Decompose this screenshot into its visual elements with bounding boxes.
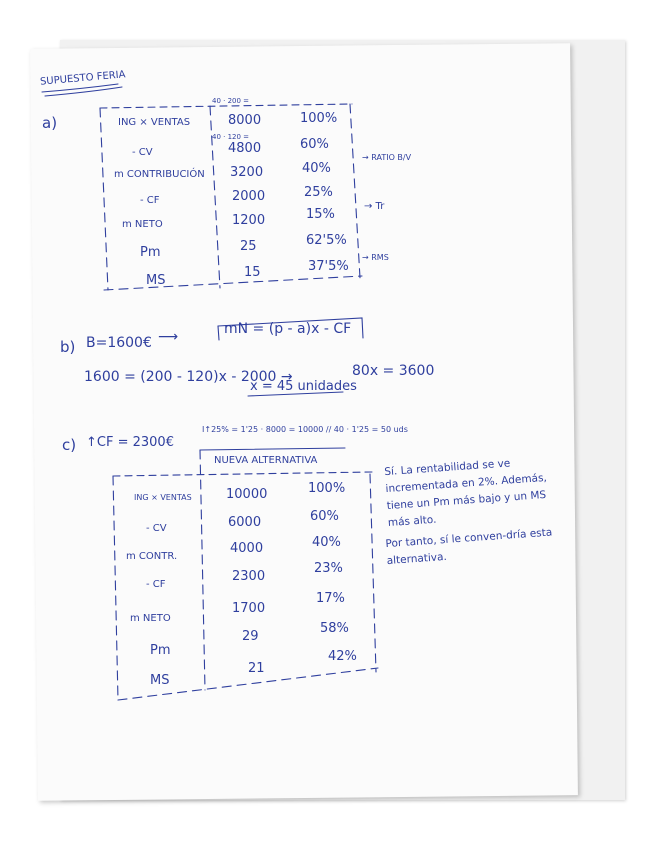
c-table-header: NUEVA ALTERNATIVA (214, 455, 318, 466)
c-row-label: ING × VENTAS (134, 493, 192, 502)
a-row-label: - CF (140, 195, 160, 206)
part-b-label: b) (60, 338, 76, 356)
page-title: SUPUESTO FERIA (39, 69, 126, 88)
a-row-label: m NETO (122, 219, 163, 230)
a-row-label: ING × VENTAS (118, 117, 191, 128)
a-row-pct: 100% (300, 111, 338, 126)
c-row-value: 10000 (226, 487, 268, 502)
c-row-value: 29 (242, 629, 259, 644)
a-row-value: 1200 (232, 213, 266, 228)
part-a-label: a) (42, 114, 58, 132)
b-given: B=1600€ (86, 335, 152, 351)
a-row-label: m CONTRIBUCIÓN (114, 169, 205, 180)
a-row-label: - CV (132, 147, 153, 158)
c-row-pct: 100% (308, 481, 346, 496)
a-row-pct: 40% (302, 161, 331, 176)
b-result: x = 45 unidades (250, 379, 357, 394)
a-row-value: 3200 (230, 165, 264, 180)
a-note-rms: → RMS (362, 253, 389, 262)
c-row-pct: 42% (328, 649, 357, 664)
c-row-value: 1700 (232, 601, 266, 616)
c-row-pct: 40% (312, 535, 341, 550)
calc-note-cv: 40 · 120 = (212, 133, 250, 141)
b-equation-result: 80x = 3600 (352, 363, 435, 379)
a-row-value: 15 (244, 265, 261, 280)
b-equation: 1600 = (200 - 120)x - 2000 → (84, 369, 293, 385)
a-row-label: Pm (140, 245, 161, 260)
a-row-pct: 62'5% (306, 233, 347, 248)
c-given: ↑CF = 2300€ (86, 435, 174, 450)
a-row-pct: 15% (306, 207, 335, 222)
a-row-pct: 37'5% (308, 259, 349, 274)
a-row-value: 25 (240, 239, 257, 254)
c-row-pct: 17% (316, 591, 345, 606)
a-row-label: MS (146, 273, 166, 288)
c-calc: I↑25% = 1'25 · 8000 = 10000 // 40 · 1'25 = 50 uds (202, 425, 408, 434)
c-row-label: m CONTR. (126, 551, 178, 562)
c-row-pct: 60% (310, 509, 339, 524)
a-note-tr: → Tr (364, 201, 385, 212)
c-row-label: MS (150, 673, 170, 688)
a-row-value: 8000 (228, 113, 262, 128)
c-row-value: 21 (248, 661, 265, 676)
a-row-value: 2000 (232, 189, 266, 204)
a-row-value: 4800 (228, 141, 262, 156)
a-note-ratio: → RATIO B/V (362, 153, 412, 162)
b-arrow: ⟶ (158, 329, 179, 345)
c-conclusion: Sí. La rentabilidad se ve incrementada en 2%. Además, tiene un Pm más bajo y un MS más alto. (383, 457, 548, 530)
c-conclusion-final: Por tanto, sí le conven-dría esta alternativa. (385, 526, 553, 568)
c-row-pct: 23% (314, 561, 343, 576)
c-row-label: m NETO (130, 613, 171, 624)
c-row-label: Pm (150, 643, 171, 658)
c-row-value: 4000 (230, 541, 264, 556)
part-c-label: c) (62, 436, 77, 454)
a-row-pct: 25% (304, 185, 333, 200)
a-row-pct: 60% (300, 137, 329, 152)
c-row-label: - CV (146, 523, 167, 534)
b-formula: mN = (p - a)x - CF (224, 321, 352, 337)
calc-note-sales: 40 · 200 = (212, 97, 250, 105)
c-row-value: 6000 (228, 515, 262, 530)
c-row-pct: 58% (320, 621, 349, 636)
c-row-label: - CF (146, 579, 166, 590)
c-row-value: 2300 (232, 569, 266, 584)
